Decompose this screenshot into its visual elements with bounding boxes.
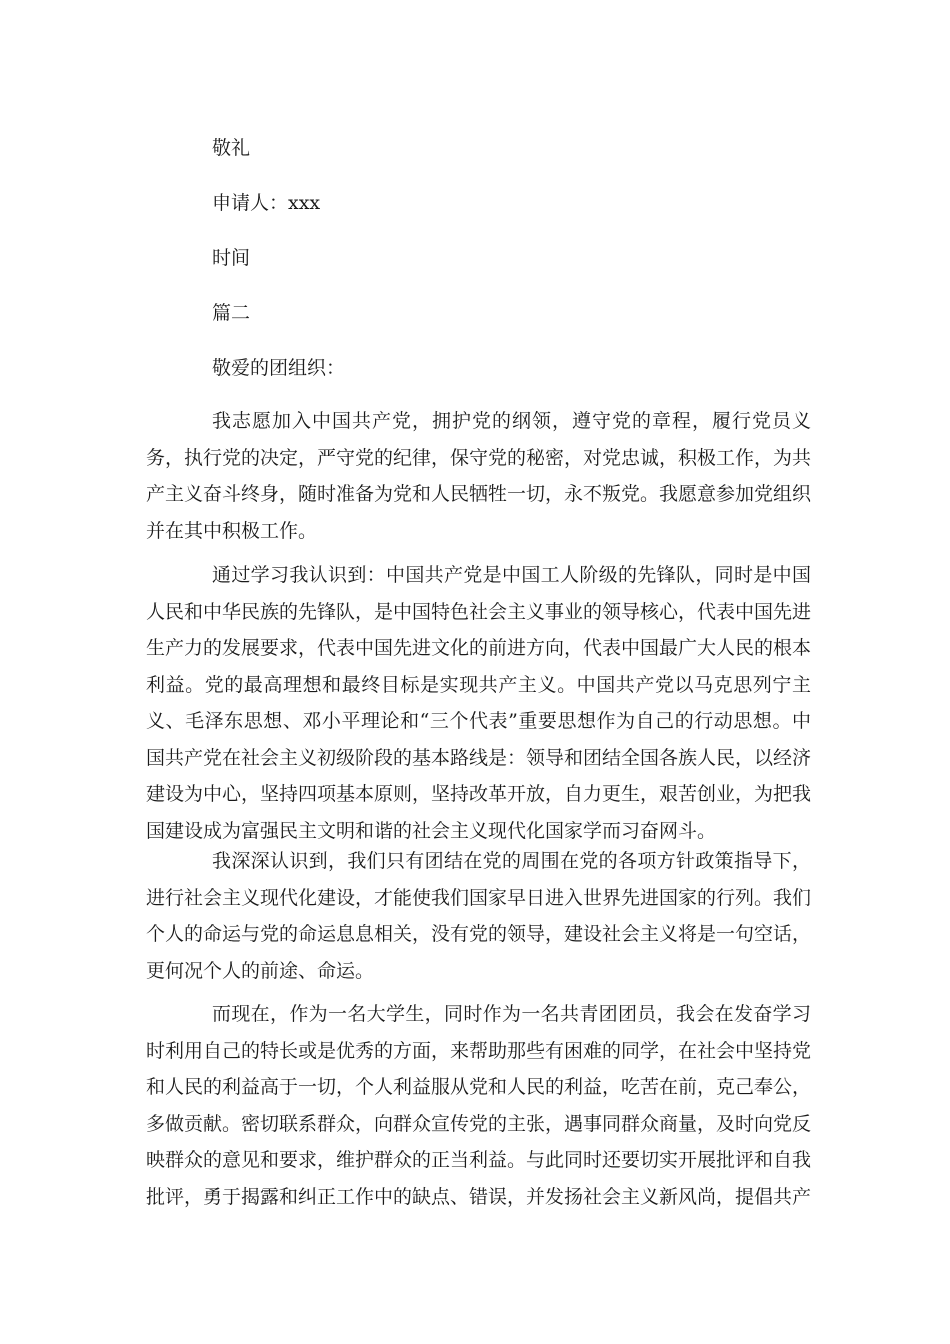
closing-salute: 敬礼 [212,137,251,159]
section-heading: 篇二 [212,302,251,324]
applicant-line: 申请人：xxx [212,192,321,214]
paragraph-pledge: 我志愿加入中国共产党，拥护党的纲领，遵守党的章程，履行党员义务，执行党的决定，严守党的纪律，保守党的秘密，对党忠诚，积极工作，为共产主义奋斗终身，随时准备为党和人民牺牲一切，永不叛党。我愿意参加党组织并在其中积极工作。 [146,410,812,542]
greeting-line: 敬爱的团组织： [212,357,346,379]
paragraph-commitment: 而现在，作为一名大学生，同时作为一名共青团团员，我会在发奋学习时利用自己的特长或是优秀的方面，来帮助那些有困难的同学，在社会中坚持党和人民的利益高于一切，个人利益服从党和人民的利益，吃苦在前，克己奉公，多做贡献。密切联系群众，向群众宣传党的主张，遇事同群众商量，及时向党反映群众的意见和要求，维护群众的正当利益。与此同时还要切实开展批评和自我批评，勇于揭露和纠正工作中的缺点、错误，并发扬社会主义新风尚，提倡共产 [146,1003,812,1208]
time-line: 时间 [212,247,251,269]
paragraph-understanding: 通过学习我认识到：中国共产党是中国工人阶级的先锋队，同时是中国人民和中华民族的先锋队，是中国特色社会主义事业的领导核心，代表中国先进生产力的发展要求，代表中国先进文化的前进方向，代表中国最广大人民的根本利益。党的最高理想和最终目标是实现共产主义。中国共产党以马克思列宁主义、毛泽东思想、邓小平理论和“三个代表”重要思想作为自己的行动思想。中国共产党在社会主义初级阶段的基本路线是：领导和团结全国各族人民，以经济建设为中心，坚持四项基本原则，坚持改革开放，自力更生，艰苦创业，为把我国建设成为富强民主文明和谐的社会主义现代化国家学而习奋网斗。 [146,564,812,842]
paragraph-realization: 我深深认识到，我们只有团结在党的周围在党的各项方针政策指导下，进行社会主义现代化建设，才能使我们国家早日进入世界先进国家的行列。我们个人的命运与党的命运息息相关，没有党的领导，建设社会主义将是一句空话，更何况个人的前途、命运。 [146,850,812,982]
